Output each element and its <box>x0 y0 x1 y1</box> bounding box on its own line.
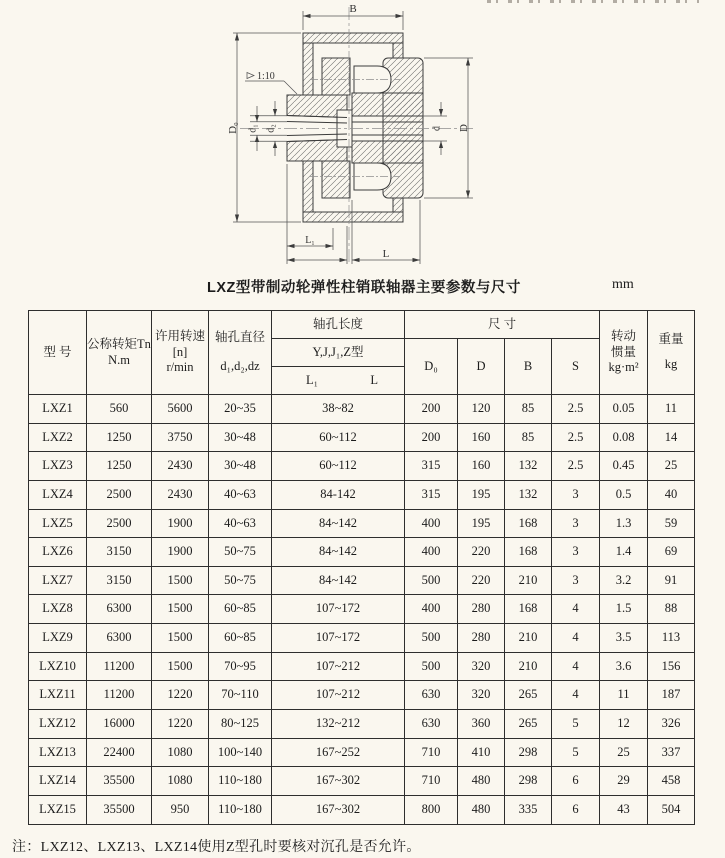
col-header-model-label: 型 号 <box>43 344 72 359</box>
cell-S: 4 <box>552 595 600 624</box>
table-row <box>29 509 695 538</box>
cell-D0: 315 <box>405 480 458 509</box>
cell-B: 85 <box>505 423 552 452</box>
cell-B: 168 <box>505 538 552 567</box>
col-header-L1-L <box>272 367 405 395</box>
torque-label-line2: N.m <box>108 352 130 367</box>
cell-B: 132 <box>505 452 552 481</box>
cell-D: 280 <box>458 624 505 653</box>
cell-bore-diameter: 50~75 <box>209 566 272 595</box>
cell-D: 480 <box>458 767 505 796</box>
cell-B: 132 <box>505 480 552 509</box>
cell-bore-length: 60~112 <box>272 452 405 481</box>
cell-weight: 504 <box>648 795 695 824</box>
cell-torque: 3150 <box>87 566 152 595</box>
cell-S: 3 <box>552 480 600 509</box>
table-row <box>29 566 695 595</box>
cell-weight: 59 <box>648 509 695 538</box>
cell-bore-diameter: 40~63 <box>209 480 272 509</box>
cell-S: 4 <box>552 624 600 653</box>
cell-bore-diameter: 110~180 <box>209 795 272 824</box>
cell-inertia: 1.3 <box>600 509 648 538</box>
col-header-model <box>29 311 87 395</box>
cell-weight: 40 <box>648 480 695 509</box>
dim-label-L: L <box>382 248 390 260</box>
cell-bore-length: 107~212 <box>272 652 405 681</box>
cell-bore-diameter: 100~140 <box>209 738 272 767</box>
footnote: 注：LXZ12、LXZ13、LXZ14使用Z型孔时要核对沉孔是否允许。 <box>12 840 421 855</box>
cell-bore-length: 167~252 <box>272 738 405 767</box>
table-row <box>29 795 695 824</box>
cell-bore-diameter: 20~35 <box>209 395 272 424</box>
cell-D0: 500 <box>405 652 458 681</box>
cell-S: 6 <box>552 767 600 796</box>
cell-torque: 22400 <box>87 738 152 767</box>
cell-torque: 11200 <box>87 652 152 681</box>
cell-D0: 200 <box>405 423 458 452</box>
cell-D: 160 <box>458 423 505 452</box>
cell-bore-length: 107~172 <box>272 595 405 624</box>
cell-B: 265 <box>505 681 552 710</box>
cell-B: 298 <box>505 767 552 796</box>
cell-D: 120 <box>458 395 505 424</box>
cell-model: LXZ4 <box>29 480 87 509</box>
cell-speed: 1900 <box>152 538 209 567</box>
cell-D0: 400 <box>405 509 458 538</box>
cell-bore-diameter: 80~125 <box>209 710 272 739</box>
cell-D: 480 <box>458 795 505 824</box>
cell-torque: 35500 <box>87 767 152 796</box>
cell-bore-length: 84~142 <box>272 566 405 595</box>
cell-S: 4 <box>552 652 600 681</box>
table-row <box>29 624 695 653</box>
cell-inertia: 0.5 <box>600 480 648 509</box>
inertia-label-line3: kg·m² <box>608 360 639 375</box>
cell-D0: 710 <box>405 767 458 796</box>
cell-speed: 1220 <box>152 681 209 710</box>
cell-D0: 630 <box>405 710 458 739</box>
cell-inertia: 0.45 <box>600 452 648 481</box>
cell-S: 2.5 <box>552 452 600 481</box>
cell-model: LXZ9 <box>29 624 87 653</box>
col-header-bore-diameter <box>209 311 272 395</box>
cell-D0: 710 <box>405 738 458 767</box>
cell-weight: 25 <box>648 452 695 481</box>
cell-inertia: 3.2 <box>600 566 648 595</box>
cell-weight: 69 <box>648 538 695 567</box>
cell-model: LXZ5 <box>29 509 87 538</box>
cell-S: 5 <box>552 710 600 739</box>
cell-S: 3 <box>552 509 600 538</box>
cell-weight: 113 <box>648 624 695 653</box>
cell-inertia: 0.08 <box>600 423 648 452</box>
col-header-bore-length: 轴孔长度 <box>272 311 405 339</box>
col-header-torque <box>87 311 152 395</box>
cell-D0: 400 <box>405 538 458 567</box>
table-body <box>29 395 695 825</box>
table-row <box>29 595 695 624</box>
speed-label-line2: [n] <box>172 344 188 359</box>
cell-D0: 200 <box>405 395 458 424</box>
dim-label-d2: d₂ <box>265 124 277 133</box>
col-header-B: B <box>505 339 552 395</box>
cell-inertia: 3.6 <box>600 652 648 681</box>
center-lines <box>240 7 473 265</box>
cell-S: 2.5 <box>552 395 600 424</box>
cell-speed: 1500 <box>152 566 209 595</box>
cell-speed: 3750 <box>152 423 209 452</box>
cell-bore-length: 107~212 <box>272 681 405 710</box>
L-label: L <box>370 372 378 387</box>
cell-inertia: 0.05 <box>600 395 648 424</box>
cell-weight: 11 <box>648 395 695 424</box>
speed-label-line1: 许用转速 <box>154 329 205 344</box>
table-row <box>29 767 695 796</box>
cell-D: 320 <box>458 652 505 681</box>
cell-model: LXZ6 <box>29 538 87 567</box>
cell-bore-length: 167~302 <box>272 767 405 796</box>
cell-torque: 1250 <box>87 423 152 452</box>
cell-bore-diameter: 110~180 <box>209 767 272 796</box>
cell-bore-length: 167~302 <box>272 795 405 824</box>
taper-triangle-icon <box>247 73 254 79</box>
weight-label-line1: 重量 <box>658 332 684 347</box>
cell-D0: 315 <box>405 452 458 481</box>
cell-torque: 16000 <box>87 710 152 739</box>
cell-bore-length: 60~112 <box>272 423 405 452</box>
col-header-speed <box>152 311 209 395</box>
cell-S: 2.5 <box>552 423 600 452</box>
cell-torque: 6300 <box>87 624 152 653</box>
cell-D0: 500 <box>405 566 458 595</box>
cell-D0: 500 <box>405 624 458 653</box>
cell-model: LXZ11 <box>29 681 87 710</box>
cell-bore-diameter: 70~110 <box>209 681 272 710</box>
cell-S: 3 <box>552 538 600 567</box>
cell-inertia: 43 <box>600 795 648 824</box>
cell-torque: 6300 <box>87 595 152 624</box>
cell-model: LXZ15 <box>29 795 87 824</box>
cell-B: 168 <box>505 509 552 538</box>
inertia-label-line1: 转动 <box>611 329 637 344</box>
cell-D: 360 <box>458 710 505 739</box>
cell-weight: 337 <box>648 738 695 767</box>
cell-torque: 1250 <box>87 452 152 481</box>
inertia-label-line2: 惯量 <box>611 344 637 359</box>
cell-bore-diameter: 60~85 <box>209 595 272 624</box>
cell-S: 6 <box>552 795 600 824</box>
cell-bore-length: 107~172 <box>272 624 405 653</box>
cell-D: 280 <box>458 595 505 624</box>
cell-speed: 1080 <box>152 738 209 767</box>
cell-weight: 14 <box>648 423 695 452</box>
col-header-weight <box>648 311 695 395</box>
cell-bore-diameter: 60~85 <box>209 624 272 653</box>
dimension-lines <box>233 11 473 264</box>
cell-D: 195 <box>458 480 505 509</box>
cell-B: 168 <box>505 595 552 624</box>
table-header <box>29 311 695 395</box>
cell-D: 220 <box>458 538 505 567</box>
unit-label: mm <box>612 277 634 292</box>
taper-label: 1:10 <box>257 71 275 82</box>
cell-D: 160 <box>458 452 505 481</box>
cell-speed: 2430 <box>152 452 209 481</box>
cell-bore-length: 38~82 <box>272 395 405 424</box>
dim-label-d1: d₁ <box>247 124 259 133</box>
col-header-dimensions: 尺 寸 <box>405 311 600 339</box>
torque-label-line1: 公称转矩Tn <box>87 336 151 351</box>
cell-bore-diameter: 30~48 <box>209 423 272 452</box>
cell-speed: 1500 <box>152 624 209 653</box>
cell-S: 3 <box>552 566 600 595</box>
cell-inertia: 3.5 <box>600 624 648 653</box>
cell-D: 220 <box>458 566 505 595</box>
cell-inertia: 11 <box>600 681 648 710</box>
table-row <box>29 681 695 710</box>
cell-model: LXZ14 <box>29 767 87 796</box>
table-row <box>29 738 695 767</box>
cell-bore-diameter: 70~95 <box>209 652 272 681</box>
cell-bore-length: 84~142 <box>272 538 405 567</box>
coupling-cross-section-drawing <box>0 0 725 272</box>
cell-torque: 2500 <box>87 480 152 509</box>
col-header-S: S <box>552 339 600 395</box>
cell-inertia: 12 <box>600 710 648 739</box>
cell-B: 298 <box>505 738 552 767</box>
cell-bore-diameter: 30~48 <box>209 452 272 481</box>
dim-label-d: d <box>431 126 443 131</box>
cell-B: 85 <box>505 395 552 424</box>
col-header-D: D <box>458 339 505 395</box>
weight-label-line2: kg <box>664 357 678 371</box>
col-header-bore-types: Y,J,J₁,Z型 <box>272 339 405 367</box>
cell-D0: 400 <box>405 595 458 624</box>
cell-S: 4 <box>552 681 600 710</box>
table-row <box>29 538 695 567</box>
cell-model: LXZ10 <box>29 652 87 681</box>
cell-S: 5 <box>552 738 600 767</box>
cell-speed: 1900 <box>152 509 209 538</box>
table-row <box>29 710 695 739</box>
L1-label: L₁ <box>306 372 318 387</box>
cell-bore-length: 132~212 <box>272 710 405 739</box>
page-title: LXZ型带制动轮弹性柱销联轴器主要参数与尺寸 <box>207 280 521 296</box>
col-header-D0: D₀ <box>405 339 458 395</box>
dim-label-D0: D₀ <box>227 122 239 134</box>
cell-model: LXZ13 <box>29 738 87 767</box>
cell-D: 320 <box>458 681 505 710</box>
cell-bore-length: 84~142 <box>272 509 405 538</box>
cell-bore-diameter: 40~63 <box>209 509 272 538</box>
bore-dia-label-line1: 轴孔直径 <box>214 330 265 345</box>
cell-speed: 1500 <box>152 652 209 681</box>
cell-model: LXZ7 <box>29 566 87 595</box>
dim-label-D: D <box>458 124 470 132</box>
title-row <box>0 276 725 296</box>
cell-weight: 458 <box>648 767 695 796</box>
col-header-inertia <box>600 311 648 395</box>
cell-B: 210 <box>505 566 552 595</box>
cell-D: 195 <box>458 509 505 538</box>
cell-weight: 88 <box>648 595 695 624</box>
cell-B: 210 <box>505 652 552 681</box>
table-row <box>29 652 695 681</box>
cell-D0: 630 <box>405 681 458 710</box>
cell-inertia: 1.4 <box>600 538 648 567</box>
cell-speed: 1220 <box>152 710 209 739</box>
cell-B: 265 <box>505 710 552 739</box>
cell-model: LXZ3 <box>29 452 87 481</box>
cell-torque: 35500 <box>87 795 152 824</box>
cell-torque: 3150 <box>87 538 152 567</box>
cell-speed: 5600 <box>152 395 209 424</box>
table-row <box>29 452 695 481</box>
cell-weight: 91 <box>648 566 695 595</box>
speed-label-line3: r/min <box>166 360 194 375</box>
cell-weight: 326 <box>648 710 695 739</box>
cell-speed: 1500 <box>152 595 209 624</box>
cell-D0: 800 <box>405 795 458 824</box>
cell-inertia: 29 <box>600 767 648 796</box>
cell-B: 210 <box>505 624 552 653</box>
cell-model: LXZ1 <box>29 395 87 424</box>
bore-dia-label-line2: d₁,d₂,dz <box>220 359 260 373</box>
table-row <box>29 395 695 424</box>
cell-torque: 11200 <box>87 681 152 710</box>
cell-weight: 187 <box>648 681 695 710</box>
cell-torque: 560 <box>87 395 152 424</box>
cell-bore-length: 84-142 <box>272 480 405 509</box>
cell-model: LXZ8 <box>29 595 87 624</box>
cell-D: 410 <box>458 738 505 767</box>
cell-inertia: 25 <box>600 738 648 767</box>
table-row <box>29 480 695 509</box>
cell-speed: 950 <box>152 795 209 824</box>
table-row <box>29 423 695 452</box>
cell-B: 335 <box>505 795 552 824</box>
cell-model: LXZ2 <box>29 423 87 452</box>
dim-label-L1: L₁ <box>305 235 315 246</box>
cell-speed: 1080 <box>152 767 209 796</box>
cell-torque: 2500 <box>87 509 152 538</box>
cell-model: LXZ12 <box>29 710 87 739</box>
dim-label-B: B <box>349 3 357 15</box>
cell-speed: 2430 <box>152 480 209 509</box>
cell-bore-diameter: 50~75 <box>209 538 272 567</box>
cell-inertia: 1.5 <box>600 595 648 624</box>
parameters-table <box>28 310 695 825</box>
cell-weight: 156 <box>648 652 695 681</box>
